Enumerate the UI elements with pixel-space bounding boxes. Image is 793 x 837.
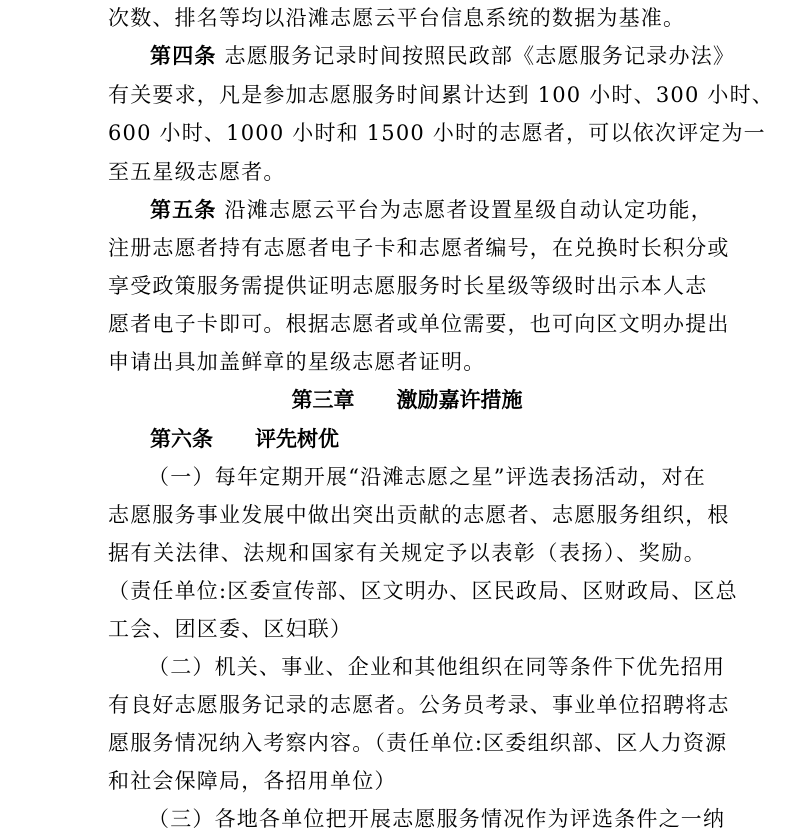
text-line: 愿者电子卡即可。根据志愿者或单位需要，也可向区文明办提出 [108, 312, 730, 336]
article-4-first-line [150, 41, 736, 71]
item-line: （责任单位:区委宣传部、区文明办、区民政局、区财政局、区总 [108, 579, 738, 603]
item-line: 愿服务情况纳入考察内容。（责任单位:区委组织部、区人力资源 [108, 731, 728, 755]
chapter-number: 第三章 [291, 388, 355, 412]
item-line: 工会、团区委、区妇联） [108, 617, 353, 641]
article-6-label: 第六条 [150, 426, 213, 451]
article-4-text: 志愿服务记录时间按照民政部《志愿服务记录办法》 [224, 44, 736, 68]
text-line: 次数、排名等均以沿滩志愿云平台信息系统的数据为基准。 [108, 6, 686, 30]
article-6-heading [150, 424, 339, 454]
item-line: （二）机关、事业、企业和其他组织在同等条件下优先招用 [148, 655, 726, 679]
text-line: 申请出具加盖鲜章的星级志愿者证明。 [108, 350, 486, 374]
article-5-label: 第五条 [150, 197, 217, 222]
item-line: 和社会保障局，各招用单位） [108, 769, 397, 793]
chapter-title: 激励嘉许措施 [396, 388, 523, 412]
text-line: 享受政策服务需提供证明志愿服务时长星级等级时出示本人志 [108, 274, 708, 298]
text-line: 有关要求，凡是参加志愿服务时间累计达到 100 小时、300 小时、 [108, 83, 774, 107]
text-line: 至五星级志愿者。 [108, 160, 286, 184]
text-line: 注册志愿者持有志愿者电子卡和志愿者编号，在兑换时长积分或 [108, 236, 730, 260]
article-5-first-line [150, 195, 713, 225]
item-line: 志愿服务事业发展中做出突出贡献的志愿者、志愿服务组织，根 [108, 503, 730, 527]
item-line: 有良好志愿服务记录的志愿者。公务员考录、事业单位招聘将志 [108, 693, 730, 717]
article-4-label: 第四条 [150, 43, 217, 68]
chapter-heading [108, 385, 706, 415]
item-line: （三）各地各单位把开展志愿服务情况作为评选条件之一纳 [148, 807, 726, 831]
text-line: 600 小时、1000 小时和 1500 小时的志愿者，可以依次评定为一 [108, 121, 766, 145]
item-line: （一）每年定期开展“沿滩志愿之星”评选表扬活动，对在 [148, 465, 706, 489]
article-5-text: 沿滩志愿云平台为志愿者设置星级自动认定功能， [224, 198, 713, 222]
article-6-title: 评先树优 [255, 426, 339, 451]
item-line: 据有关法律、法规和国家有关规定予以表彰（表扬）、奖励。 [108, 541, 706, 565]
